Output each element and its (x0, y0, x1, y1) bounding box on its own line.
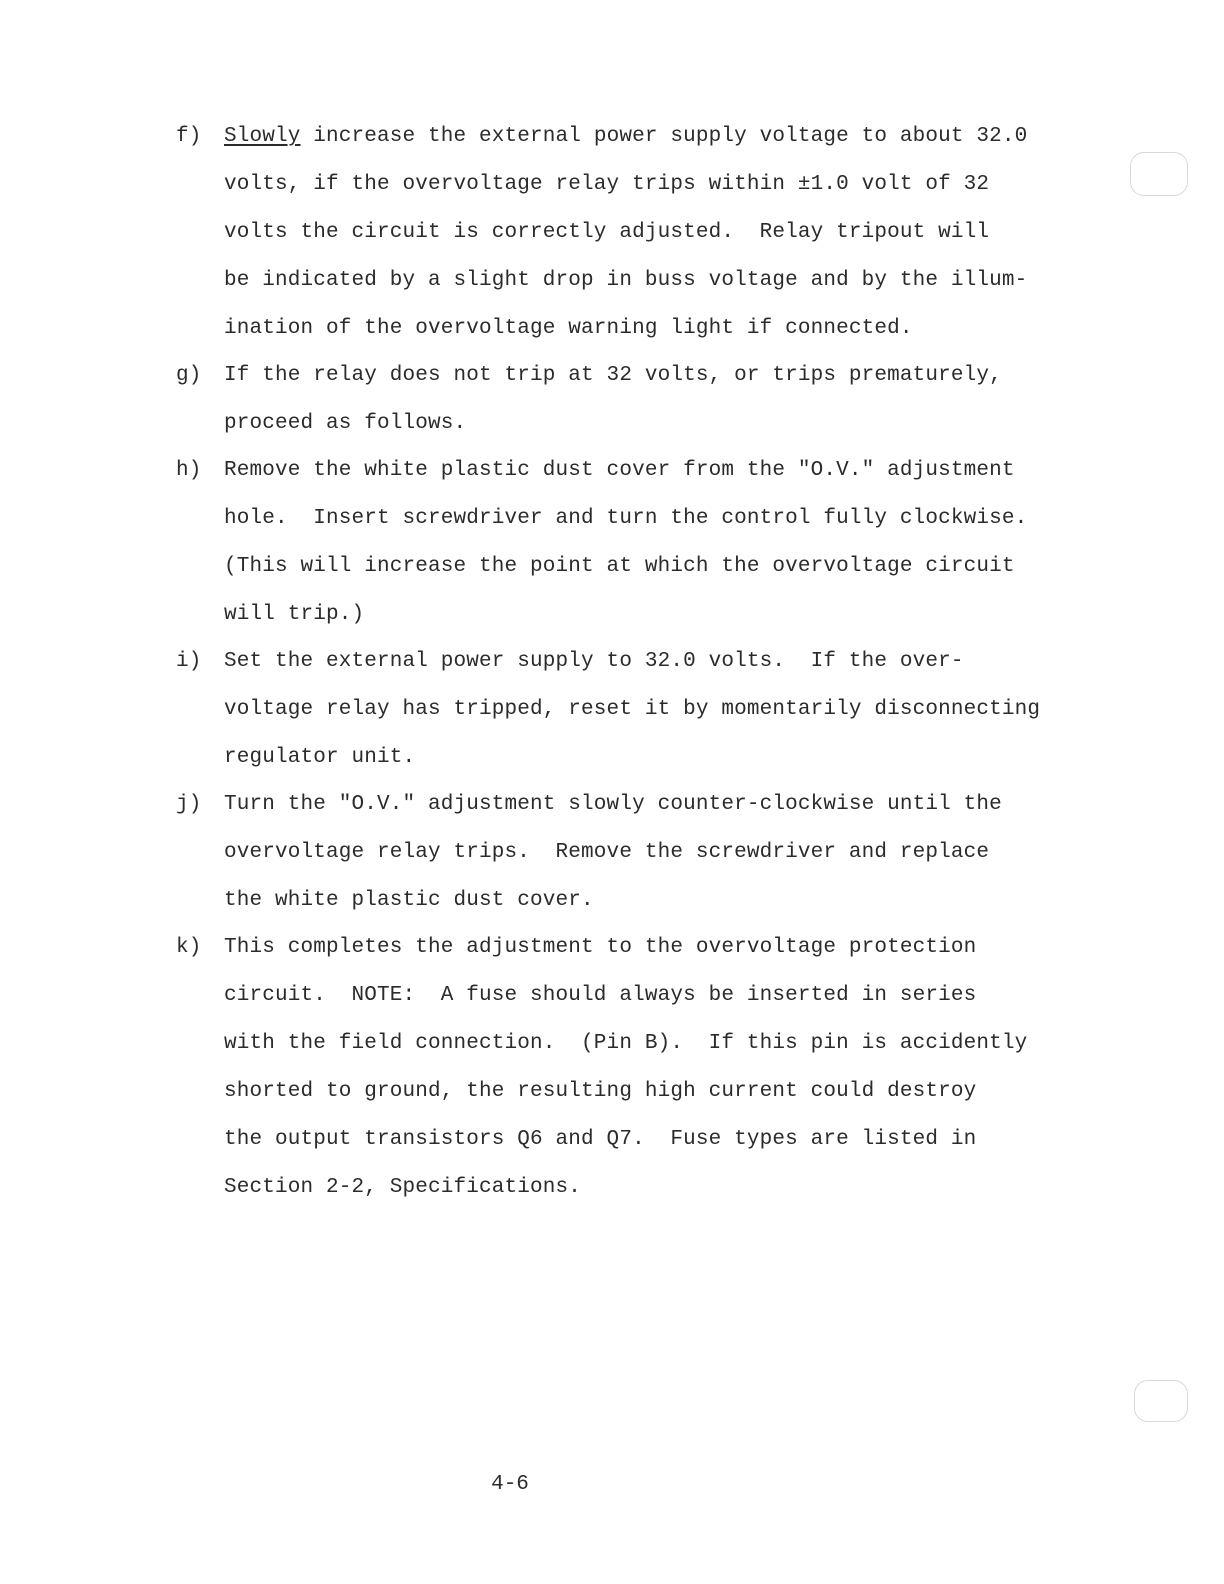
step-line: proceed as follows. (224, 412, 467, 435)
step-label: j) (176, 793, 202, 816)
step-line: Section 2-2, Specifications. (224, 1176, 582, 1199)
emphasis-word: Slowly (224, 125, 301, 148)
step-line: shorted to ground, the resulting high current could destroy (224, 1080, 977, 1103)
step-line: This completes the adjustment to the overvoltage protection (224, 936, 977, 959)
binder-hole-mark-top (1130, 152, 1188, 196)
step-line: will trip.) (224, 603, 365, 626)
step-line: Remove the white plastic dust cover from the "O.V." adjustment (224, 459, 1015, 482)
binder-hole-mark-bottom (1134, 1380, 1188, 1422)
step-line: be indicated by a slight drop in buss voltage and by the illum- (224, 269, 1028, 292)
step-line: volts, if the overvoltage relay trips within ±1.0 volt of 32 (224, 173, 990, 196)
step-text (224, 781, 1024, 925)
step-line: hole. Insert screwdriver and turn the control fully clockwise. (224, 507, 1028, 530)
step-line: overvoltage relay trips. Remove the screwdriver and replace (224, 841, 990, 864)
step-line: circuit. NOTE: A fuse should always be inserted in series (224, 984, 977, 1007)
step-line: ination of the overvoltage warning light if connected. (224, 317, 913, 340)
page-number: 4-6 (491, 1473, 529, 1496)
step-label: f) (176, 125, 202, 148)
step-line: with the field connection. (Pin B). If this pin is accidently (224, 1032, 1028, 1055)
step-line: volts the circuit is correctly adjusted. Relay tripout will (224, 221, 990, 244)
step-line: regulator unit. (224, 746, 416, 769)
step-line: voltage relay has tripped, reset it by momentarily disconnecting (224, 698, 1041, 721)
step-line: the white plastic dust cover. (224, 889, 594, 912)
step-text (224, 638, 1041, 782)
step-label: k) (176, 936, 202, 959)
step-label: h) (176, 459, 202, 482)
step-text (224, 352, 1024, 448)
step-line: (This will increase the point at which the overvoltage circuit (224, 555, 1015, 578)
step-line: Set the external power supply to 32.0 volts. If the over- (224, 650, 964, 673)
step-text (224, 924, 1028, 1212)
step-text (224, 447, 1028, 639)
step-line: If the relay does not trip at 32 volts, or trips prematurely, (224, 364, 1002, 387)
step-label: i) (176, 650, 202, 673)
step-line: Slowly increase the external power supply voltage to about 32.0 (224, 125, 1028, 148)
step-line: the output transistors Q6 and Q7. Fuse types are listed in (224, 1128, 977, 1151)
step-line: Turn the "O.V." adjustment slowly counter-clockwise until the (224, 793, 1002, 816)
step-text (224, 113, 1028, 353)
step-label: g) (176, 364, 202, 387)
